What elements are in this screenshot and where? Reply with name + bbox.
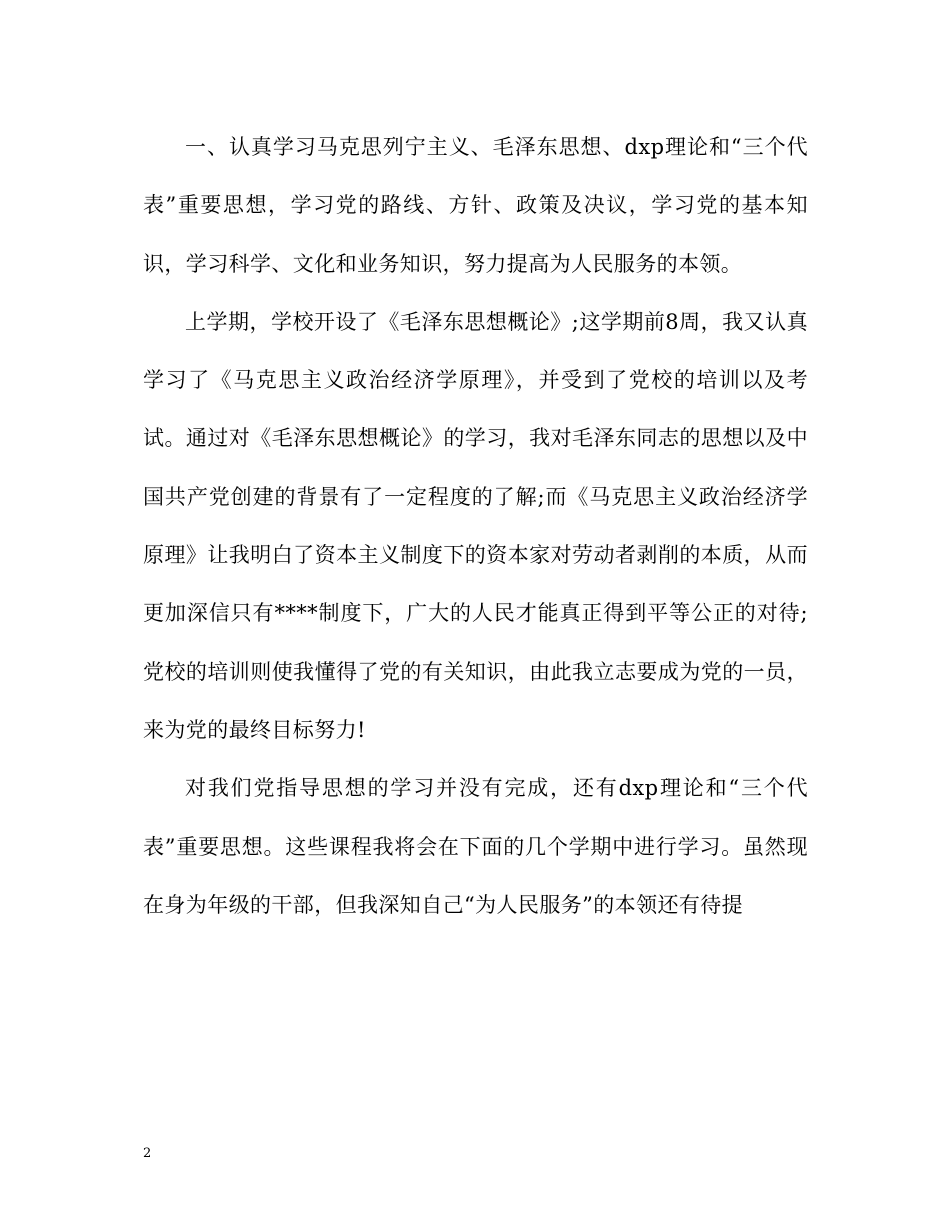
paragraph-last-semester-study: 上学期，学校开设了《毛泽东思想概论》;这学期前8周，我又认真学习了《马克思主义政治经济学原理》，并受到了党校的培训以及考试。通过对《毛泽东思想概论》的学习，我对毛泽东同志的思想以及中国共产党创建的背景有了一定程度的了解;而《马克思主义政治经济学原理》让我明白了资本主义制度下的资本家对劳动者剥削的本质，从而更加深信只有****制度下，广大的人民才能真正得到平等公正的对待;党校的培训则使我懂得了党的有关知识，由此我立志要成为党的一员，来为党的最终目标努力! xyxy=(143,309,808,742)
document-body xyxy=(143,118,808,934)
page-number: 2 xyxy=(143,1146,152,1161)
paragraph-further-study: 对我们党指导思想的学习并没有完成，还有dxp理论和“三个代表”重要思想。这些课程我将会在下面的几个学期中进行学习。虽然现在身为年级的干部，但我深知自己“为人民服务”的本领还有待提 xyxy=(143,776,808,917)
paragraph-study-requirement: 一、认真学习马克思列宁主义、毛泽东思想、dxp理论和“三个代表”重要思想，学习党的路线、方针、政策及决议，学习党的基本知识，学习科学、文化和业务知识，努力提高为人民服务的本领。 xyxy=(143,135,808,276)
